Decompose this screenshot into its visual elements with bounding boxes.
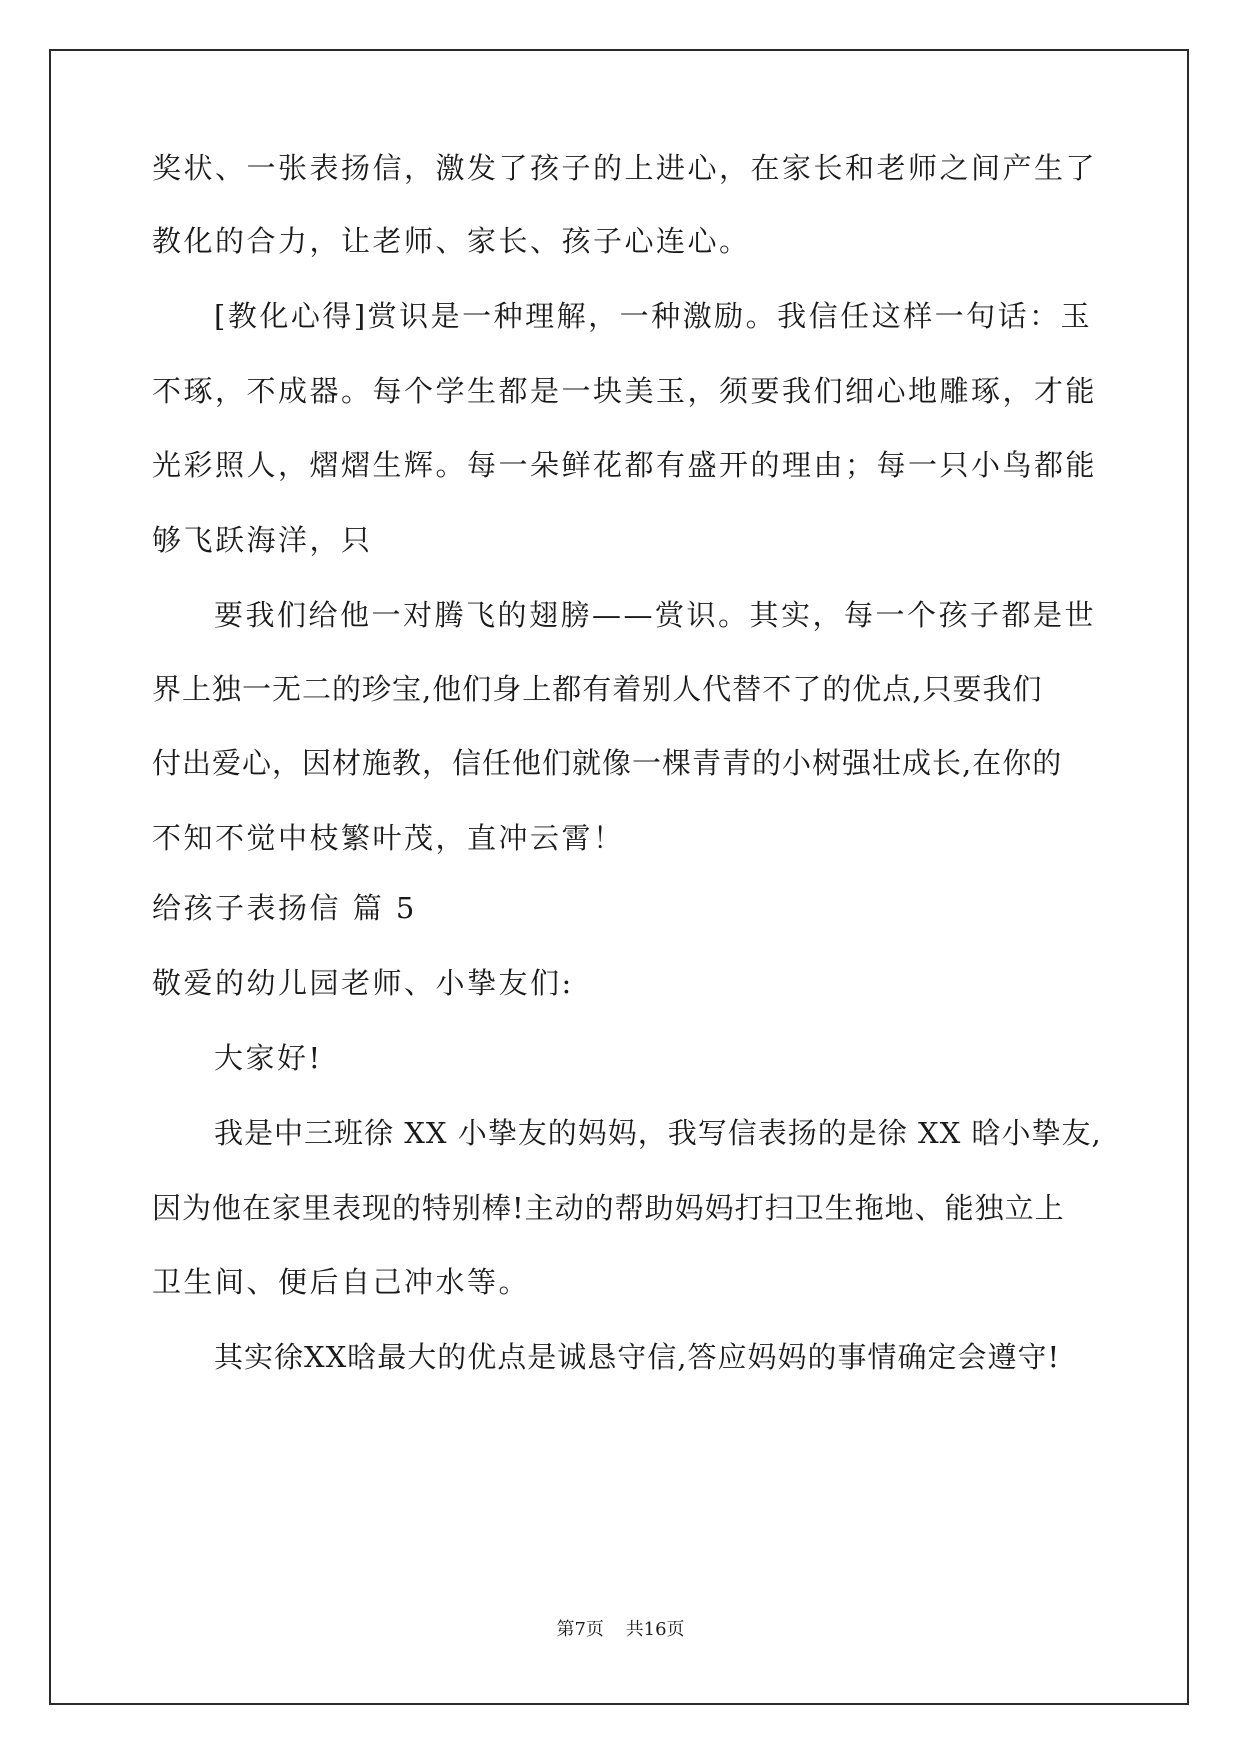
paragraph-line: 够飞跃海洋，只 [152,523,373,557]
letter-salutation: 敬爱的幼儿园老师、小挚友们: [152,966,574,1000]
letter-greeting: 大家好! [214,1041,323,1075]
paragraph-line: 我是中三班徐 XX 小挚友的妈妈，我写信表扬的是徐 XX 晗小挚友, [214,1116,1102,1150]
paragraph-line: [教化心得]赏识是一种理解，一种激励。我信任这样一句话：玉 [214,299,1093,333]
paragraph-line: 因为他在家里表现的特别棒!主动的帮助妈妈打扫卫生拖地、能独立上 [152,1191,1065,1225]
paragraph-line: 不知不觉中枝繁叶茂，直冲云霄！ [152,821,625,855]
paragraph-line: 卫生间、便后自己冲水等。 [152,1265,531,1299]
paragraph-line: 奖状、一张表扬信，激发了孩子的上进心，在家长和老师之间产生了 [152,151,1098,185]
paragraph-line: 界上独一无二的珍宝,他们身上都有着别人代替不了的优点,只要我们 [152,672,1043,706]
paragraph-line: 付出爱心，因材施教，信任他们就像一棵青青的小树强壮成长,在你的 [152,746,1063,780]
page-number: 第7页 [556,1619,604,1640]
section-heading: 给孩子表扬信 篇 5 [152,891,417,925]
paragraph-line: 教化的合力，让老师、家长、孩子心连心。 [152,224,751,258]
paragraph-line: 不琢，不成器。每个学生都是一块美玉，须要我们细心地雕琢，才能 [152,374,1098,408]
paragraph-line: 其实徐XX晗最大的优点是诚恳守信,答应妈妈的事情确定会遵守! [214,1340,1061,1374]
page-total: 共16页 [625,1619,685,1640]
page-footer [0,1618,1241,1642]
paragraph-line: 光彩照人，熠熠生辉。每一朵鲜花都有盛开的理由；每一只小鸟都能 [152,448,1098,482]
paragraph-line: 要我们给他一对腾飞的翅膀——赏识。其实，每一个孩子都是世 [214,598,1097,632]
